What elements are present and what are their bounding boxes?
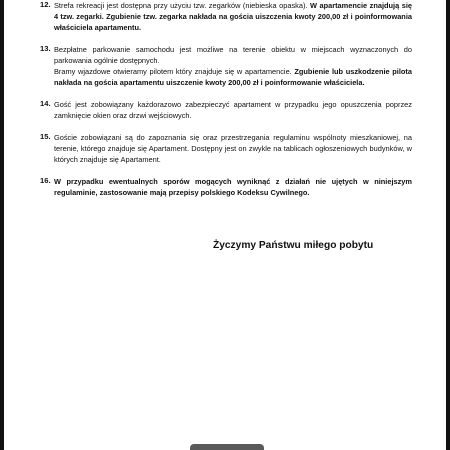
rule-item-14 (40, 99, 412, 121)
rule-text-segment: Gość jest zobowiązany każdorazowo zabezpieczyć apartament w przypadku jego opuszczenia poprzez zamknięcie okien oraz drzwi wejściowych. (54, 100, 412, 120)
viewer-bottom-handle[interactable] (190, 444, 264, 450)
rule-item-12 (40, 0, 412, 33)
rule-text-segment: Bezpłatne parkowanie samochodu jest możliwe na terenie obiektu w miejscach wyznaczonych do parkowania ogólnie dostępnych. (54, 45, 412, 65)
rule-number: 14. (40, 99, 51, 108)
rule-text-bold: W apartamencie znajdują się 4 tzw. zegarki. Zgubienie tzw. zegarka nakłada na gościa uiszczenia kwoty 200,00 zł i poinformowania właściciela apartamentu. (54, 1, 412, 32)
rule-number: 12. (40, 0, 51, 9)
viewer-left-edge (0, 0, 4, 450)
viewer-right-edge (446, 0, 450, 450)
rule-item-16 (40, 176, 412, 198)
rule-text-bold: W przypadku ewentualnych sporów mogących wyniknąć z działań nie ujętych w niniejszym regulaminie, zastosowanie mają przepisy polskiego Kodeksu Cywilnego. (54, 177, 412, 197)
rule-text (54, 132, 412, 165)
closing-greeting: Życzymy Państwu miłego pobytu (213, 240, 374, 251)
rule-text (54, 176, 412, 198)
rule-item-15 (40, 132, 412, 165)
rule-text-segment: Bramy wjazdowe otwieramy pilotem który znajduje się w apartamencie. (54, 67, 295, 76)
rule-item-13 (40, 44, 412, 88)
rule-number: 15. (40, 132, 51, 141)
rule-text (54, 0, 412, 33)
rule-text-bold: Zgubienie lub uszkodzenie pilota nakłada na gościa apartamentu uiszczenie kwoty 200,00 zł i poinformowanie właściciela. (54, 67, 412, 87)
rule-text-segment: Strefa rekreacji jest dostępna przy użyciu tzw. zegarków (niebieska opaska). (54, 1, 310, 10)
rule-text (54, 44, 412, 88)
rule-number: 13. (40, 44, 51, 53)
rule-number: 16. (40, 176, 51, 185)
rule-text-segment: Goście zobowiązani są do zapoznania się oraz przestrzegania regulaminu wspólnoty mieszkaniowej, na terenie, którego znajduje się Apartament. Dostępny jest on zwykle na tablicach ogłoszeniowych budynków, w których znajduje się Apartament. (54, 133, 412, 164)
rule-text (54, 99, 412, 121)
